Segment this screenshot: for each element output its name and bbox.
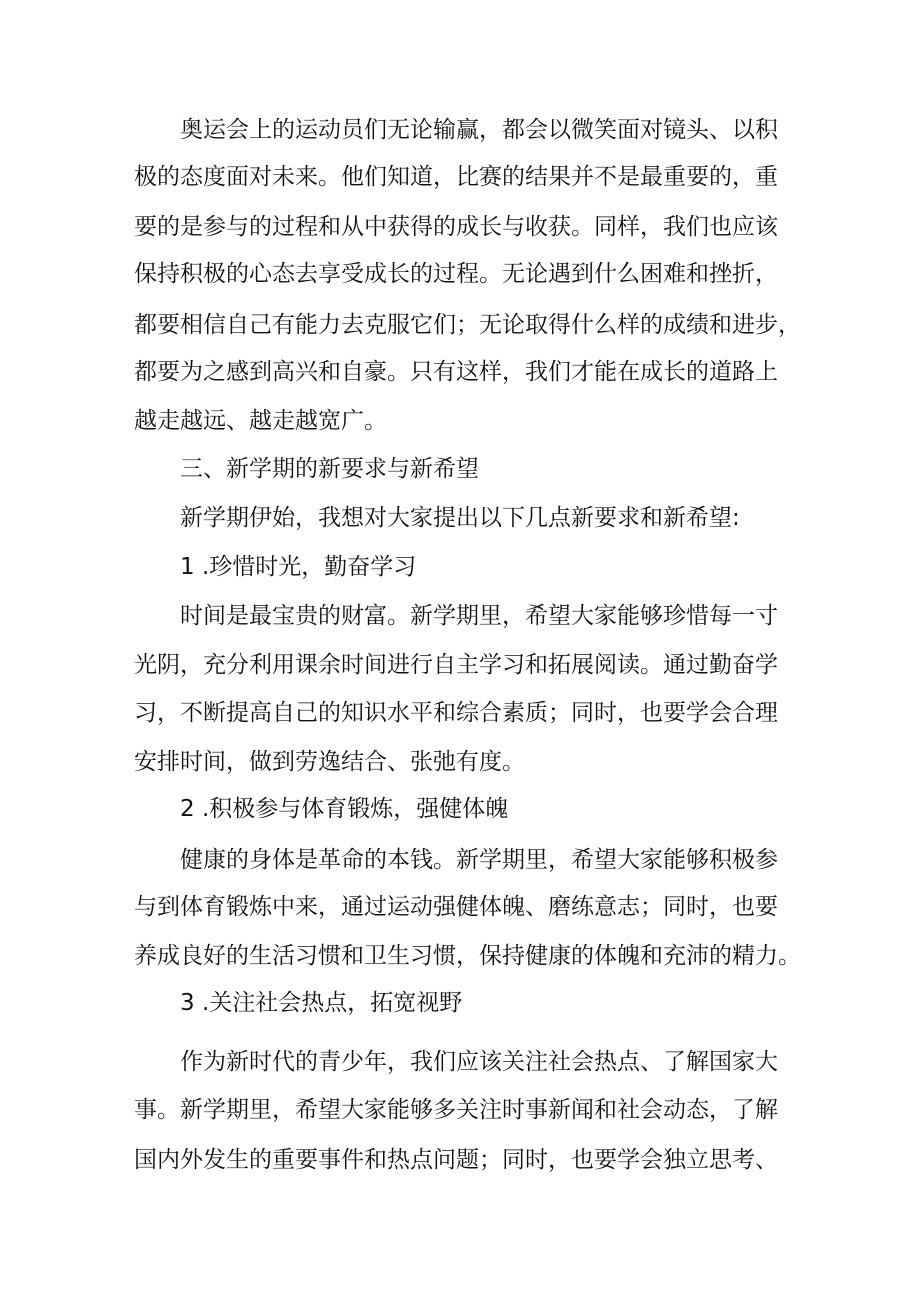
paragraph-line: 都要为之感到高兴和自豪。只有这样，我们才能在成长的道路上 — [134, 359, 778, 385]
paragraph-line: 极的态度面对未来。他们知道，比赛的结果并不是最重要的，重 — [134, 164, 778, 190]
intro-text: 新学期伊始，我想对大家提出以下几点新要求和新希望: — [180, 505, 740, 531]
paragraph-line: 光阴，充分利用课余时间进行自主学习和拓展阅读。通过勤奋学 — [134, 652, 778, 678]
paragraph-line: 越走越远、越走越宽广。 — [134, 408, 387, 434]
paragraph-line: 都要相信自己有能力去克服它们；无论取得什么样的成绩和进步， — [134, 312, 801, 338]
paragraph-line: 要的是参与的过程和从中获得的成长与收获。同样，我们也应该 — [134, 214, 778, 240]
item-title: 3 .关注社会热点，拓宽视野 — [180, 990, 463, 1016]
paragraph-line: 保持积极的心态去享受成长的过程。无论遇到什么困难和挫折， — [134, 261, 778, 287]
item-title: 1 .珍惜时光，勤奋学习 — [180, 554, 417, 580]
paragraph-line: 事。新学期里，希望大家能够多关注时事新闻和社会动态，了解 — [134, 1097, 778, 1123]
section-heading: 三、新学期的新要求与新希望 — [180, 456, 479, 482]
paragraph-line: 时间是最宝贵的财富。新学期里，希望大家能够珍惜每一寸 — [180, 603, 778, 629]
paragraph-line: 奥运会上的运动员们无论输赢，都会以微笑面对镜头、以积 — [180, 117, 778, 143]
paragraph-line: 国内外发生的重要事件和热点问题；同时，也要学会独立思考、 — [134, 1147, 778, 1173]
paragraph-line: 安排时间，做到劳逸结合、张弛有度。 — [134, 749, 525, 775]
paragraph-line: 养成良好的生活习惯和卫生习惯，保持健康的体魄和充沛的精力。 — [134, 943, 801, 969]
paragraph-line: 与到体育锻炼中来，通过运动强健体魄、磨练意志；同时，也要 — [134, 894, 778, 920]
item-title: 2 .积极参与体育锻炼，强健体魄 — [180, 796, 509, 822]
paragraph-line: 作为新时代的青少年，我们应该关注社会热点、了解国家大 — [180, 1049, 778, 1075]
paragraph-line: 习，不断提高自己的知识水平和综合素质；同时，也要学会合理 — [134, 700, 778, 726]
paragraph-line: 健康的身体是革命的本钱。新学期里，希望大家能够积极参 — [180, 847, 778, 873]
